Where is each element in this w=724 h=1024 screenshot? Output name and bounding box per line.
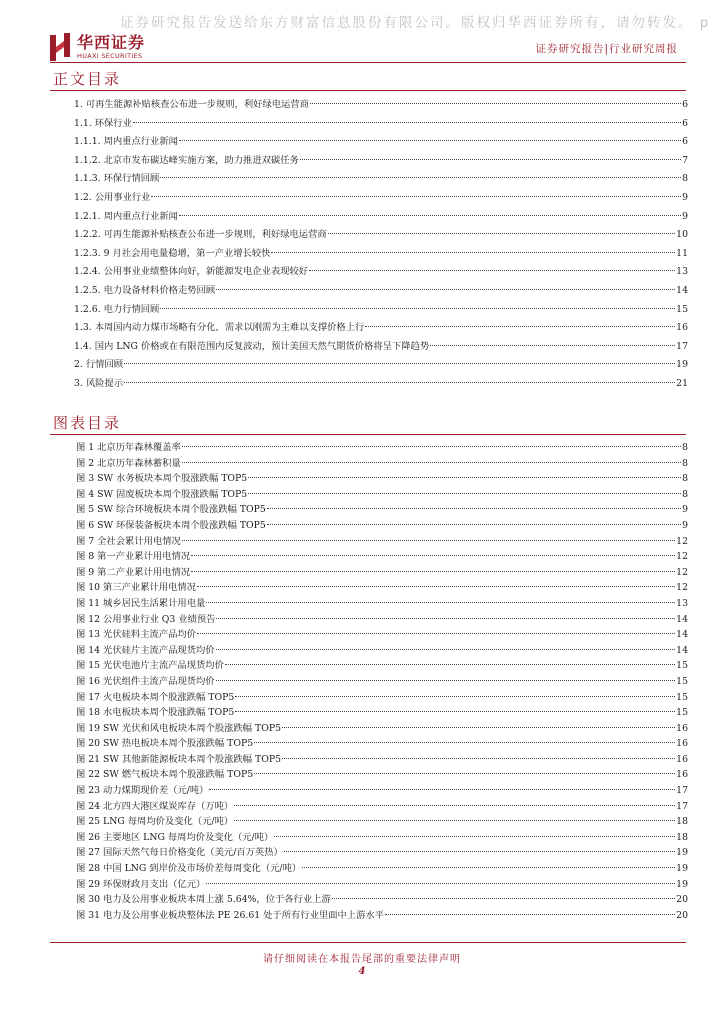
dot-leader bbox=[267, 508, 681, 509]
figure-entry-page: 9 bbox=[682, 519, 688, 531]
toc-entry-label: 2. 行情回顾 bbox=[74, 359, 124, 371]
figure-entry-page: 18 bbox=[676, 816, 688, 828]
dot-leader bbox=[182, 540, 675, 541]
figure-entry-page: 9 bbox=[682, 504, 688, 516]
figure-entry-page: 8 bbox=[682, 473, 688, 485]
figure-entry-label: 图 22 SW 燃气板块本周个股涨跌幅 TOP5 bbox=[76, 769, 254, 781]
toc-entry[interactable] bbox=[74, 208, 688, 227]
toc-entry-page: 6 bbox=[682, 136, 688, 148]
figure-entry[interactable] bbox=[76, 658, 688, 674]
dot-leader bbox=[182, 462, 681, 463]
toc-entry-label: 1.2.5. 电力设备材料价格走势回顾 bbox=[74, 284, 216, 296]
toc-entry-label: 1.2.4. 公用事业业绩整体向好，新能源发电企业表现较好 bbox=[74, 266, 309, 278]
figure-entry-label: 图 27 国际天然气每日价格变化（美元/百万英热） bbox=[76, 847, 283, 859]
figure-entry-page: 12 bbox=[676, 566, 688, 578]
figure-entry-label: 图 31 电力及公用事业板块整体法 PE 26.61 处于所有行业里面中上游水平 bbox=[76, 909, 384, 921]
figure-entry-label: 图 10 第三产业累计用电情况 bbox=[76, 582, 197, 594]
figure-entry[interactable] bbox=[76, 690, 688, 706]
figure-entry[interactable] bbox=[76, 502, 688, 518]
figure-entry-page: 8 bbox=[682, 457, 688, 469]
toc-entry-label: 1. 可再生能源补贴核查公布进一步规则，利好绿电运营商 bbox=[74, 99, 309, 110]
toc-entry[interactable] bbox=[74, 301, 688, 320]
dot-leader bbox=[234, 805, 675, 806]
figure-entry[interactable] bbox=[76, 612, 688, 628]
toc-title-divider bbox=[50, 90, 686, 91]
toc-entry-label: 1.1.1. 周内重点行业新闻 bbox=[74, 136, 178, 148]
dot-leader bbox=[209, 789, 675, 790]
figures-title: 图表目录 bbox=[53, 414, 122, 432]
figure-entry-page: 17 bbox=[676, 800, 688, 812]
figure-entry[interactable] bbox=[76, 892, 688, 908]
dot-leader bbox=[160, 177, 681, 178]
figure-entry[interactable] bbox=[76, 565, 688, 581]
figure-entry[interactable] bbox=[76, 861, 688, 877]
dot-leader bbox=[248, 493, 681, 494]
dot-leader bbox=[310, 103, 681, 104]
dot-leader bbox=[182, 446, 681, 447]
dot-leader bbox=[274, 836, 675, 837]
dot-leader bbox=[133, 122, 681, 123]
dot-leader bbox=[235, 696, 675, 697]
dot-leader bbox=[235, 711, 675, 712]
dot-leader bbox=[124, 363, 675, 364]
figure-entry-page: 12 bbox=[676, 535, 688, 547]
toc-entry-label: 1.3. 本周国内动力煤市场略有分化，需求以刚需为主难以支撑价格上行 bbox=[74, 322, 365, 334]
figure-entry-label: 图 1 北京历年森林覆盖率 bbox=[76, 442, 181, 453]
toc-entry-page: 14 bbox=[676, 284, 688, 296]
dot-leader bbox=[254, 773, 675, 774]
figure-entry-page: 15 bbox=[676, 707, 688, 719]
dot-leader bbox=[191, 571, 675, 572]
dot-leader bbox=[179, 140, 681, 141]
figure-entry-page: 13 bbox=[676, 597, 688, 609]
report-type: 证券研究报告|行业研究周报 bbox=[535, 43, 678, 55]
dot-leader bbox=[151, 196, 681, 197]
huaxi-logo-icon bbox=[50, 33, 70, 61]
dot-leader bbox=[197, 633, 675, 634]
toc-entry-page: 6 bbox=[682, 117, 688, 129]
figure-entry-label: 图 29 环保财政月支出（亿元） bbox=[76, 878, 206, 890]
figure-entry-page: 15 bbox=[676, 675, 688, 687]
toc-entry[interactable] bbox=[74, 226, 688, 245]
figure-entry-label: 图 25 LNG 每周均价及变化（元/吨） bbox=[76, 816, 234, 828]
figure-entry-page: 16 bbox=[676, 769, 688, 781]
figure-entry[interactable] bbox=[76, 518, 688, 534]
toc-entry-label: 1.2.1. 周内重点行业新闻 bbox=[74, 210, 178, 222]
figure-entry-label: 图 11 城乡居民生活累计用电量 bbox=[76, 597, 206, 609]
list-of-figures bbox=[76, 440, 688, 923]
dot-leader bbox=[271, 252, 675, 253]
dot-leader bbox=[216, 289, 675, 290]
figure-entry-label: 图 24 北方四大港区煤炭库存（万吨） bbox=[76, 800, 234, 812]
toc-entry-page: 11 bbox=[676, 247, 688, 259]
toc-entry-page: 6 bbox=[682, 99, 688, 110]
figure-entry[interactable] bbox=[76, 767, 688, 783]
toc-entry[interactable] bbox=[74, 189, 688, 208]
figure-entry-label: 图 14 光伏硅片主流产品现货均价 bbox=[76, 644, 215, 656]
figure-entry[interactable] bbox=[76, 440, 688, 456]
dot-leader bbox=[284, 851, 675, 852]
figure-entry[interactable] bbox=[76, 534, 688, 550]
toc-entry-page: 9 bbox=[682, 191, 688, 203]
toc-entry-page: 17 bbox=[676, 340, 688, 352]
page-number: 4 bbox=[358, 966, 366, 977]
dot-leader bbox=[206, 602, 675, 603]
dot-leader bbox=[385, 914, 675, 915]
figure-entry-page: 19 bbox=[676, 847, 688, 859]
dot-leader bbox=[216, 649, 676, 650]
dot-leader bbox=[332, 898, 675, 899]
figure-entry-label: 图 30 电力及公用事业板块本周上涨 5.64%，位于各行业上游 bbox=[76, 894, 331, 906]
toc-entry-page: 21 bbox=[676, 377, 688, 389]
toc-entry-page: 19 bbox=[676, 359, 688, 371]
toc-entry[interactable] bbox=[74, 338, 688, 357]
figure-entry-label: 图 6 SW 环保装备板块本周个股涨跌幅 TOP5 bbox=[76, 519, 266, 531]
figure-entry[interactable] bbox=[76, 814, 688, 830]
figure-entry-label: 图 13 光伏硅料主流产品均价 bbox=[76, 629, 197, 641]
figure-entry-label: 图 26 主要地区 LNG 每周均价及变化（元/吨） bbox=[76, 831, 274, 843]
figure-entry-label: 图 9 第二产业累计用电情况 bbox=[76, 566, 191, 578]
figure-entry[interactable] bbox=[76, 627, 688, 643]
toc-entry[interactable] bbox=[74, 152, 688, 171]
logo-name-cn: 华西证券 bbox=[77, 32, 146, 52]
toc-entry[interactable] bbox=[74, 115, 688, 134]
dot-leader bbox=[248, 477, 681, 478]
dot-leader bbox=[179, 215, 681, 216]
figure-entry[interactable] bbox=[76, 705, 688, 721]
dot-leader bbox=[124, 382, 675, 383]
toc-entry-page: 16 bbox=[676, 322, 688, 334]
toc-entry[interactable] bbox=[74, 170, 688, 189]
figure-entry-page: 17 bbox=[676, 785, 688, 797]
figure-entry-page: 15 bbox=[676, 691, 688, 703]
figure-entry-page: 12 bbox=[676, 582, 688, 594]
figure-entry-label: 图 19 SW 光伏和风电板块本周个股涨跌幅 TOP5 bbox=[76, 722, 282, 734]
toc-entry-page: 8 bbox=[682, 173, 688, 185]
figure-entry-page: 8 bbox=[682, 442, 688, 453]
footer-divider bbox=[50, 942, 686, 943]
toc-entry-page: 15 bbox=[676, 303, 688, 315]
dot-leader bbox=[328, 233, 675, 234]
figure-entry-label: 图 12 公用事业行业 Q3 业绩预告 bbox=[76, 613, 216, 625]
figure-entry-page: 16 bbox=[676, 722, 688, 734]
toc-entry-label: 1.2.2. 可再生能源补贴核查公布进一步规则，利好绿电运营商 bbox=[74, 229, 327, 241]
dot-leader bbox=[282, 727, 675, 728]
dot-leader bbox=[309, 270, 675, 271]
dot-leader bbox=[191, 555, 675, 556]
dot-leader bbox=[430, 345, 675, 346]
figure-entry-page: 14 bbox=[676, 613, 688, 625]
dot-leader bbox=[302, 867, 675, 868]
company-logo bbox=[50, 30, 145, 64]
figure-entry-label: 图 20 SW 热电板块本周个股涨跌幅 TOP5 bbox=[76, 738, 254, 750]
dot-leader bbox=[216, 618, 675, 619]
toc-entry-label: 1.1.3. 环保行情回顾 bbox=[74, 173, 160, 185]
figure-entry-page: 15 bbox=[676, 660, 688, 672]
toc-entry-label: 1.2.3. 9 月社会用电量稳增，第一产业增长较快 bbox=[74, 247, 271, 259]
figure-entry-label: 图 7 全社会累计用电情况 bbox=[76, 535, 181, 547]
figure-entry[interactable] bbox=[76, 908, 688, 924]
figure-entry-label: 图 16 光伏组件主流产品现货均价 bbox=[76, 675, 215, 687]
figure-entry-page: 20 bbox=[676, 909, 688, 921]
figure-entry-label: 图 21 SW 其他新能源板块本周个股涨跌幅 TOP5 bbox=[76, 753, 282, 765]
figures-title-divider bbox=[50, 434, 686, 435]
dot-leader bbox=[234, 820, 675, 821]
toc-title: 正文目录 bbox=[53, 70, 122, 88]
figure-entry-page: 14 bbox=[676, 644, 688, 656]
toc-entry-label: 1.4. 国内 LNG 价格或在有限范围内反复波动，预计美国天然气期货价格将呈下降趋势 bbox=[74, 340, 430, 352]
table-of-contents bbox=[74, 96, 688, 394]
figure-entry[interactable] bbox=[76, 799, 688, 815]
logo-name-en: HUAXI SECURITIES bbox=[77, 51, 143, 60]
figure-entry-label: 图 3 SW 水务板块本周个股涨跌幅 TOP5 bbox=[76, 473, 248, 485]
figure-entry[interactable] bbox=[76, 596, 688, 612]
figure-entry-page: 16 bbox=[676, 753, 688, 765]
toc-entry[interactable] bbox=[74, 96, 688, 115]
figure-entry-label: 图 23 动力煤期现价差（元/吨） bbox=[76, 785, 209, 797]
figure-entry[interactable] bbox=[76, 487, 688, 503]
figure-entry-label: 图 5 SW 综合环境板块本周个股涨跌幅 TOP5 bbox=[76, 504, 266, 516]
legal-notice: 请仔细阅读在本报告尾部的重要法律声明 bbox=[263, 954, 461, 965]
figure-entry-label: 图 18 水电板块本周个股涨跌幅 TOP5 bbox=[76, 707, 235, 719]
figure-entry[interactable] bbox=[76, 674, 688, 690]
dot-leader bbox=[267, 524, 681, 525]
figure-entry[interactable] bbox=[76, 877, 688, 893]
figure-entry[interactable] bbox=[76, 752, 688, 768]
toc-entry[interactable] bbox=[74, 245, 688, 264]
figure-entry-page: 19 bbox=[676, 863, 688, 875]
toc-entry[interactable] bbox=[74, 282, 688, 301]
toc-entry[interactable] bbox=[74, 319, 688, 338]
dot-leader bbox=[282, 758, 675, 759]
dot-leader bbox=[254, 742, 675, 743]
toc-entry-label: 1.2.6. 电力行情回顾 bbox=[74, 303, 160, 315]
dot-leader bbox=[300, 159, 681, 160]
dot-leader bbox=[197, 586, 675, 587]
dot-leader bbox=[365, 326, 675, 327]
figure-entry[interactable] bbox=[76, 471, 688, 487]
figure-entry-page: 20 bbox=[676, 894, 688, 906]
figure-entry[interactable] bbox=[76, 549, 688, 565]
figure-entry[interactable] bbox=[76, 736, 688, 752]
watermark: 证券研究报告发送给东方财富信息股份有限公司。版权归华西证券所有，请勿转发。 p bbox=[120, 15, 711, 31]
toc-entry-label: 1.1. 环保行业 bbox=[74, 117, 132, 129]
figure-entry[interactable] bbox=[76, 721, 688, 737]
toc-entry[interactable] bbox=[74, 263, 688, 282]
figure-entry-label: 图 17 火电板块本周个股涨跌幅 TOP5 bbox=[76, 691, 235, 703]
toc-entry-page: 7 bbox=[682, 154, 688, 166]
dot-leader bbox=[160, 308, 675, 309]
figure-entry-page: 19 bbox=[676, 878, 688, 890]
toc-entry[interactable] bbox=[74, 356, 688, 375]
figure-entry-page: 18 bbox=[676, 831, 688, 843]
toc-entry[interactable] bbox=[74, 375, 688, 394]
figure-entry-page: 16 bbox=[676, 738, 688, 750]
figure-entry[interactable] bbox=[76, 830, 688, 846]
dot-leader bbox=[206, 883, 675, 884]
figure-entry[interactable] bbox=[76, 783, 688, 799]
figure-entry-label: 图 15 光伏电池片主流产品现货均价 bbox=[76, 660, 224, 672]
dot-leader bbox=[216, 680, 676, 681]
figure-entry-label: 图 4 SW 固废板块本周个股涨跌幅 TOP5 bbox=[76, 488, 248, 500]
figure-entry-label: 图 2 北京历年森林蓄积量 bbox=[76, 457, 181, 469]
figure-entry[interactable] bbox=[76, 456, 688, 472]
figure-entry-page: 12 bbox=[676, 551, 688, 563]
figure-entry-page: 14 bbox=[676, 629, 688, 641]
header-divider bbox=[50, 62, 686, 63]
toc-entry[interactable] bbox=[74, 133, 688, 152]
figure-entry-page: 8 bbox=[682, 488, 688, 500]
toc-entry-label: 1.2. 公用事业行业 bbox=[74, 191, 151, 203]
figure-entry-label: 图 28 中国 LNG 到岸价及市场价差每周变化（元/吨） bbox=[76, 863, 302, 875]
toc-entry-label: 3. 风险提示 bbox=[74, 377, 124, 389]
figure-entry[interactable] bbox=[76, 580, 688, 596]
toc-entry-label: 1.1.2. 北京市发布碳达峰实施方案，助力推进双碳任务 bbox=[74, 154, 299, 166]
dot-leader bbox=[225, 664, 675, 665]
toc-entry-page: 10 bbox=[676, 229, 688, 241]
toc-entry-page: 13 bbox=[676, 266, 688, 278]
figure-entry[interactable] bbox=[76, 845, 688, 861]
figure-entry[interactable] bbox=[76, 643, 688, 659]
toc-entry-page: 9 bbox=[682, 210, 688, 222]
figure-entry-label: 图 8 第一产业累计用电情况 bbox=[76, 551, 191, 563]
